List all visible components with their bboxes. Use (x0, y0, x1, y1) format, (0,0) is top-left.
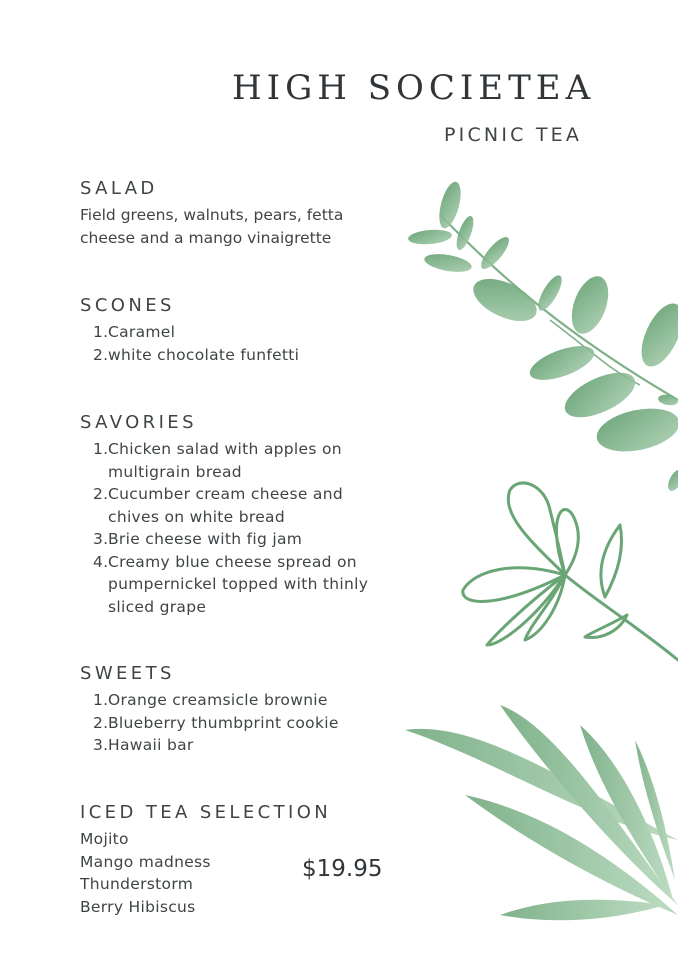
savories-section (80, 412, 400, 618)
long-leaves-illustration (405, 700, 678, 930)
list-item: Mojito (80, 830, 129, 848)
menu-title: HIGH SOCIETEA (232, 68, 596, 108)
menu-subtitle: PICNIC TEA (444, 124, 583, 146)
scones-list (80, 321, 400, 366)
iced-tea-heading: ICED TEA SELECTION (80, 802, 332, 823)
salad-description: Field greens, walnuts, pears, fetta cheese and a mango vinaigrette (80, 206, 344, 247)
list-item: 3. Brie cheese with fig jam (93, 530, 303, 548)
sweets-heading: SWEETS (80, 663, 175, 684)
price-label: $19.95 (302, 856, 383, 882)
sweets-list (80, 689, 400, 757)
list-item: 1. Caramel (93, 323, 176, 341)
savories-heading: SAVORIES (80, 412, 197, 433)
sweets-section (80, 663, 400, 757)
scones-section (80, 295, 400, 366)
eucalyptus-branch-illustration (400, 175, 678, 495)
list-item: 1. Orange creamsicle brownie (93, 691, 328, 709)
salad-section (80, 178, 400, 249)
list-item: 3. Hawaii bar (93, 736, 194, 754)
list-item: 2. white chocolate funfetti (93, 345, 300, 364)
list-item: 2. Cucumber cream cheese and chives on white bread (93, 485, 343, 526)
line-art-flower-illustration (455, 475, 678, 665)
list-item: Berry Hibiscus (80, 897, 196, 916)
list-item: 4. Creamy blue cheese spread on pumpernickel topped with thinly sliced grape (93, 552, 369, 616)
list-item: Thunderstorm (80, 875, 194, 893)
scones-heading: SCONES (80, 295, 175, 316)
salad-heading: SALAD (80, 178, 158, 199)
list-item: 1. Chicken salad with apples on multigrain bread (93, 440, 342, 481)
list-item: Mango madness (80, 852, 211, 871)
savories-list (80, 438, 385, 618)
list-item: 2. Blueberry thumbprint cookie (93, 713, 339, 732)
